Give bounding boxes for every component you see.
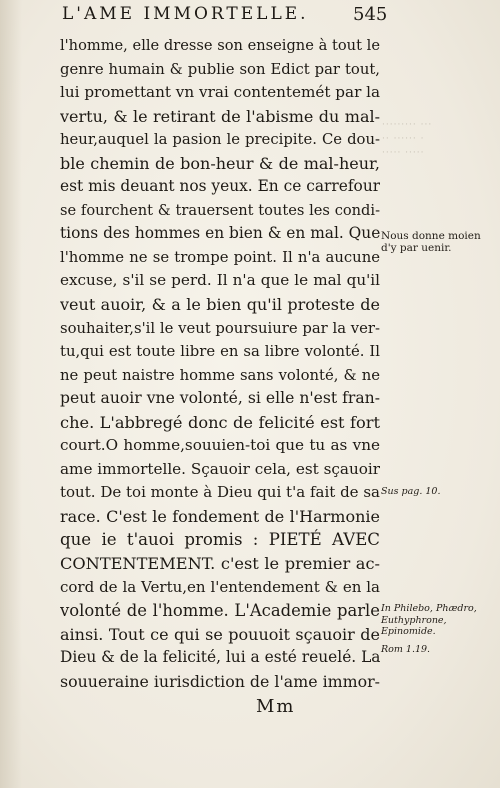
margin-note: In Philebo, Phædro, Euthyphrone, Epinomide. [381, 603, 477, 637]
text-line: l'homme, elle dresse son enseigne à tout le [60, 37, 380, 54]
text-line: excuse, s'il se perd. Il n'a que le mal qu'il [60, 271, 380, 290]
text-line: est mis deuant nos yeux. En ce carrefour [60, 177, 380, 196]
text-line: souhaiter,s'il le veut poursuiure par la ver- [60, 319, 380, 337]
text-line: ble chemin de bon-heur & de mal-heur, [60, 153, 380, 173]
text-line: volonté de l'homme. L'Academie parle [60, 601, 380, 621]
text-line: se fourchent & trauersent toutes les condi- [60, 201, 380, 219]
text-line: ame immortelle. Sçauoir cela, est sçauoir [60, 459, 380, 478]
text-line: genre humain & publie son Edict par tout, [60, 60, 380, 78]
text-line: CONTENTEMENT. c'est le premier ac- [60, 554, 380, 574]
text-line: race. C'est le fondement de l'Harmonie [60, 506, 380, 526]
text-line: tu,qui est toute libre en sa libre volonté. Il [60, 343, 380, 361]
margin-note: Rom 1.19. [381, 644, 431, 655]
bleed-through-text: ········· ··· ·· ······ · ····· ····· [382, 120, 433, 158]
text-line: veut auoir, & a le bien qu'il proteste de [60, 295, 380, 315]
text-line: ainsi. Tout ce qui se pouuoit sçauoir de [60, 624, 380, 644]
text-line: lui promettant vn vrai contentemét par la [60, 83, 380, 102]
text-line: cord de la Vertu,en l'entendement & en la [60, 577, 380, 596]
signature-mark: Mm [256, 696, 296, 717]
text-line: tions des hommes en bien & en mal. Que [60, 224, 380, 243]
body-text [60, 34, 380, 693]
text-line: tout. De toi monte à Dieu qui t'a fait de sa [60, 483, 380, 502]
text-line: heur,auquel la pasion le precipite. Ce dou- [60, 131, 380, 149]
margin-note: Sus pag. 10. [381, 486, 441, 497]
text-line: que ie t'auoi promis : PIETÉ AVEC [60, 530, 380, 550]
text-line: che. L'abbregé donc de felicité est fort [60, 412, 380, 432]
text-line: vertu, & le retirant de l'abisme du mal- [60, 106, 380, 126]
text-line: l'homme ne se trompe point. Il n'a aucune [60, 248, 380, 266]
text-line: ne peut naistre homme sans volonté, & ne [60, 366, 380, 384]
text-line: Dieu & de la felicité, lui a esté reuelé. La [60, 648, 380, 667]
text-line: souueraine iurisdiction de l'ame immor- [60, 671, 380, 691]
text-line: peut auoir vne volonté, si elle n'est fran- [60, 389, 380, 408]
running-title: L'AME IMMORTELLE. [62, 4, 309, 24]
gutter-shadow [0, 0, 22, 788]
margin-note: Nous donne moien d'y par uenir. [381, 230, 481, 254]
text-line: court.O homme,souuien-toi que tu as vne [60, 436, 380, 455]
page-number: 545 [353, 4, 388, 25]
